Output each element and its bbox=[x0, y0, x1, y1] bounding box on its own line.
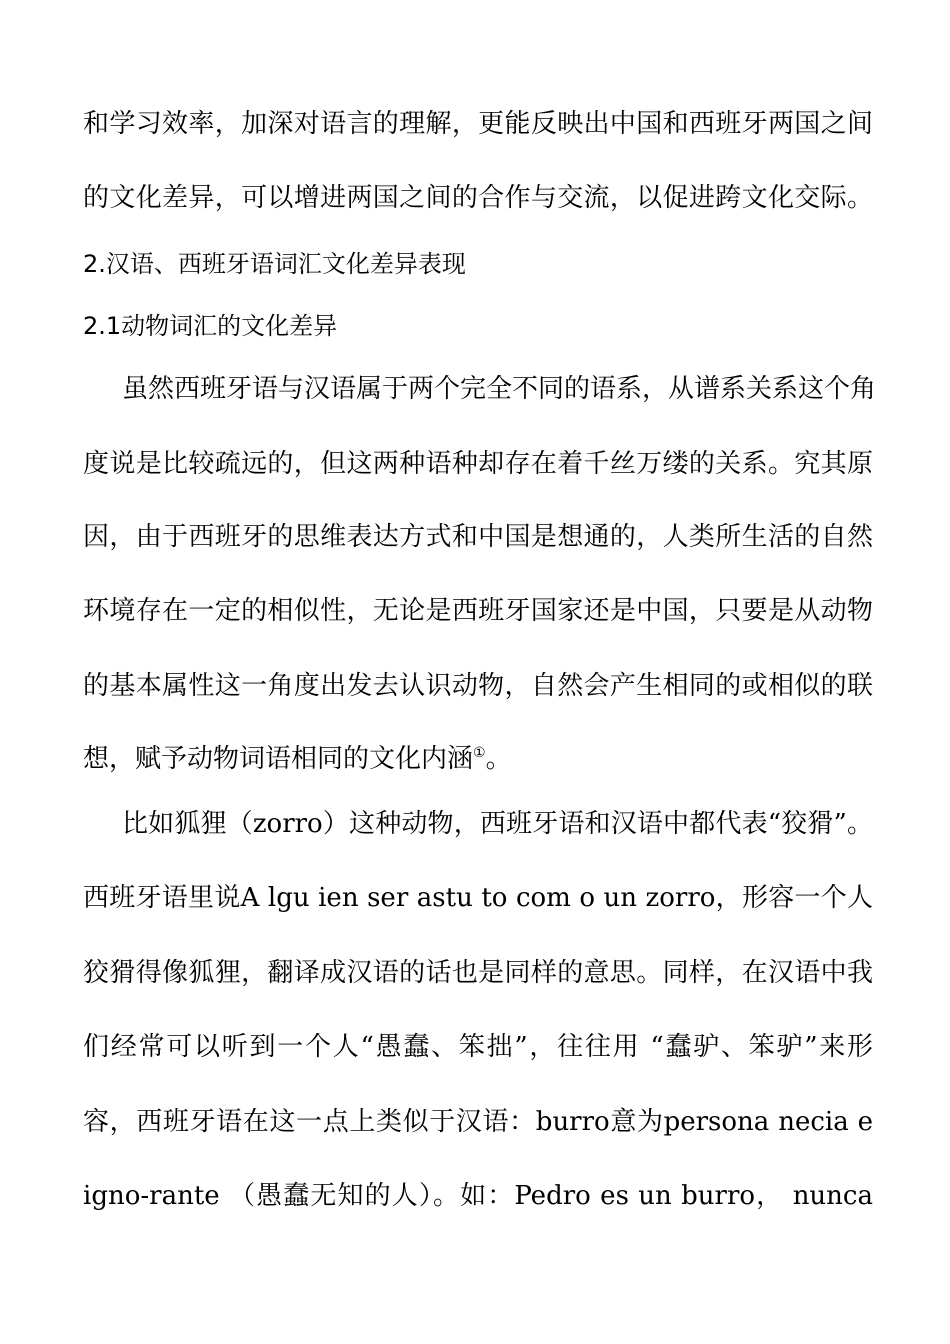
paragraph-line: 和学习效率，加深对语言的理解，更能反映出中国和西班牙两国之间 bbox=[83, 109, 873, 139]
paragraph-line: 们经常可以听到一个人“愚蠢、笨拙”，往往用 “蠢驴、笨驴”来形 bbox=[83, 1032, 873, 1062]
paragraph-line: igno-rante （愚蠢无知的人）。如：Pedro es un burro， nunca bbox=[83, 1181, 873, 1211]
paragraph-line: 西班牙语里说A lgu ien ser astu to com o un zorro，形容一个人 bbox=[83, 883, 873, 913]
paragraph-line bbox=[83, 741, 873, 777]
footnote-marker[interactable]: ① bbox=[473, 745, 486, 761]
paragraph-text: 想，赋予动物词语相同的文化内涵 bbox=[83, 744, 474, 774]
subsection-heading: 2.1动物词汇的文化差异 bbox=[83, 312, 338, 340]
paragraph-line: 狡猾得像狐狸，翻译成汉语的话也是同样的意思。同样，在汉语中我 bbox=[83, 958, 873, 988]
section-heading: 2.汉语、西班牙语词汇文化差异表现 bbox=[83, 250, 466, 278]
paragraph-text: 。 bbox=[485, 744, 512, 774]
paragraph-line: 度说是比较疏远的，但这两种语种却存在着千丝万缕的关系。究其原 bbox=[83, 449, 873, 479]
paragraph-line: 环境存在一定的相似性，无论是西班牙国家还是中国，只要是从动物 bbox=[83, 596, 873, 626]
paragraph-line: 的文化差异，可以增进两国之间的合作与交流，以促进跨文化交际。 bbox=[83, 183, 873, 213]
paragraph-line: 虽然西班牙语与汉语属于两个完全不同的语系，从谱系关系这个角 bbox=[122, 374, 877, 404]
paragraph-line: 因，由于西班牙的思维表达方式和中国是想通的，人类所生活的自然 bbox=[83, 522, 873, 552]
paragraph-line: 容，西班牙语在这一点上类似于汉语：burro意为persona necia e bbox=[83, 1107, 873, 1137]
paragraph-line: 比如狐狸（zorro）这种动物，西班牙语和汉语中都代表“狡猾”。 bbox=[122, 809, 873, 839]
paragraph-line: 的基本属性这一角度出发去认识动物，自然会产生相同的或相似的联 bbox=[83, 671, 873, 701]
